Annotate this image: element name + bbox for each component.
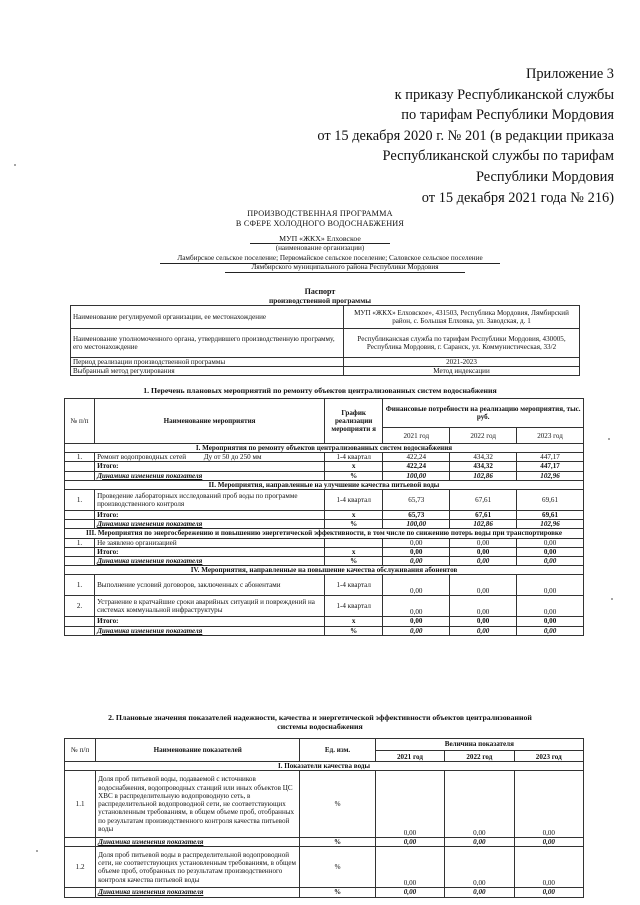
- total-row: [65, 617, 584, 626]
- dynamics-row: [65, 520, 584, 529]
- cell-2023: 0,00: [517, 547, 584, 556]
- appendix-line: к приказу Республиканской службы: [394, 86, 614, 103]
- cell-num: 1.: [65, 538, 95, 547]
- cell-2021: 65,73: [383, 490, 450, 511]
- passport-label: Выбранный метод регулирования: [71, 367, 344, 376]
- col-header-2023: 2023 год: [514, 750, 583, 762]
- cell-2023: 102,96: [517, 520, 584, 529]
- table-row: [71, 329, 580, 358]
- passport-label: Наименование уполномоченного органа, утвердившего производственную программу, его местонахождение: [71, 329, 344, 358]
- cell-name: Доля проб питьевой воды, подаваемой с источников водоснабжения, водопроводных станций или иных объектов ЦС ХВС в распределительную водопроводную сеть, в распределительной водопроводной сети, не соответствующих установленным требованиям, в общем объеме проб, отобранных по результатам производственного контроля качества питьевой воды: [96, 771, 300, 838]
- cell-2021: 100,00: [383, 471, 450, 480]
- dynamics-row: [65, 626, 584, 635]
- cell-2022: 102,86: [450, 520, 517, 529]
- cell-2021: 0,00: [383, 617, 450, 626]
- appendix-line: от 15 декабря 2020 г. № 201 (в редакции приказа: [317, 127, 614, 144]
- cell-unit: %: [325, 520, 383, 529]
- cell-schedule: 1-4 квартал: [325, 575, 383, 596]
- cell-schedule: 1-4 квартал: [325, 453, 383, 462]
- total-row: [65, 547, 584, 556]
- cell-2023: 0,00: [514, 847, 583, 888]
- cell-2023: 0,00: [514, 838, 583, 847]
- cell-name: Ремонт водопроводных сетей Ду от 50 до 250 мм: [95, 453, 325, 462]
- table-row: [65, 847, 584, 888]
- passport-value: 2021-2023: [344, 358, 580, 367]
- col-header-finance: Финансовые потребности на реализацию мероприятия, тыс. руб.: [383, 399, 584, 428]
- cell-num: 1.1: [65, 771, 96, 838]
- dynamics-row: [65, 888, 584, 897]
- total-row: [65, 462, 584, 471]
- cell-num: [65, 520, 95, 529]
- cell-2021: 422,24: [383, 462, 450, 471]
- cell-2022: 0,00: [450, 575, 517, 596]
- program-title-line: ПРОИЗВОДСТВЕННАЯ ПРОГРАММА: [247, 209, 393, 218]
- group-title: I. Мероприятия по ремонту объектов централизованных систем водоснабжения: [65, 444, 584, 453]
- cell-schedule: [325, 538, 383, 547]
- passport-value: Республиканская служба по тарифам Республики Мордовия, 430005, Республика Мордовия, г. Саранск, ул. Коммунистическая, 33/2: [344, 329, 580, 358]
- cell-2022: 434,32: [450, 462, 517, 471]
- group-row: [65, 566, 584, 575]
- total-label: Итого:: [95, 462, 325, 471]
- scan-speck: [608, 438, 610, 440]
- appendix-header: [254, 64, 614, 208]
- group-title: II. Мероприятия, направленные на улучшение качества питьевой воды: [65, 480, 584, 489]
- table-row: [65, 575, 584, 596]
- dynamics-label: Динамика изменения показателя: [95, 557, 325, 566]
- total-label: Итого:: [95, 511, 325, 520]
- section2-title-line: 2. Плановые значения показателей надежности, качества и энергетической эффективности объектов централизованной: [108, 713, 532, 722]
- table-row: [71, 358, 580, 367]
- table-row: [65, 538, 584, 547]
- dynamics-label: Динамика изменения показателя: [96, 838, 300, 847]
- cell-2023: 69,61: [517, 490, 584, 511]
- cell-2023: 0,00: [517, 596, 584, 617]
- appendix-line: от 15 декабря 2021 года № 216): [421, 189, 614, 206]
- cell-2022: 0,00: [445, 847, 514, 888]
- table-header-row: [65, 739, 584, 751]
- appendix-line: Республики Мордовия: [475, 168, 614, 185]
- dynamics-row: [65, 838, 584, 847]
- cell-name: Доля проб питьевой воды в распределительной водопроводной сети, не соответствующих установленным требованиям, в общем объеме проб, отобранных по результатам производственного контроля качества питьевой воды: [96, 847, 300, 888]
- dynamics-label: Динамика изменения показателя: [95, 471, 325, 480]
- section2-title-line: системы водоснабжения: [277, 722, 363, 731]
- cell-num: 1.: [65, 453, 95, 462]
- cell-2023: 102,96: [517, 471, 584, 480]
- cell-2021: 0,00: [375, 771, 444, 838]
- cell-unit: х: [325, 547, 383, 556]
- passport-label: Период реализации производственной программы: [71, 358, 344, 367]
- program-title: [0, 209, 640, 228]
- col-header-name: Наименование показателей: [96, 739, 300, 762]
- cell-num: [65, 511, 95, 520]
- cell-num: [65, 626, 95, 635]
- table-row: [71, 367, 580, 376]
- cell-2022: 102,86: [450, 471, 517, 480]
- cell-2023: 0,00: [517, 575, 584, 596]
- group-title: III. Мероприятия по энергосбережению и повышению энергетической эффективности, в том числе по снижению потерь воды при транспортировке: [65, 529, 584, 538]
- cell-schedule: 1-4 квартал: [325, 596, 383, 617]
- cell-num: [65, 471, 95, 480]
- cell-num: 1.: [65, 575, 95, 596]
- cell-unit: х: [325, 511, 383, 520]
- cell-num: [65, 617, 95, 626]
- cell-2021: 0,00: [383, 596, 450, 617]
- cell-name: Устранение в кратчайшие сроки аварийных ситуаций и повреждений на системах коммунальной инфраструктуры: [95, 596, 325, 617]
- table-row: [65, 596, 584, 617]
- dynamics-label: Динамика изменения показателя: [96, 888, 300, 897]
- group-title: IV. Мероприятия, направленные на повышение качества обслуживания абонентов: [65, 566, 584, 575]
- group-row: [65, 762, 584, 771]
- cell-name: Не заявлено организацией: [95, 538, 325, 547]
- cell-2021: 0,00: [383, 538, 450, 547]
- cell-num: [65, 547, 95, 556]
- cell-num: [65, 557, 95, 566]
- cell-2022: 0,00: [445, 888, 514, 897]
- cell-2022: 0,00: [450, 538, 517, 547]
- col-header-2021: 2021 год: [383, 428, 450, 444]
- passport-table: [70, 305, 580, 376]
- cell-2022: 0,00: [450, 617, 517, 626]
- dynamics-label: Динамика изменения показателя: [95, 626, 325, 635]
- total-label: Итого:: [95, 617, 325, 626]
- scan-speck: [14, 164, 16, 166]
- passport-label: Наименование регулируемой организации, ее местонахождение: [71, 306, 344, 329]
- group-row: [65, 480, 584, 489]
- cell-num: 1.2: [65, 847, 96, 888]
- dynamics-row: [65, 557, 584, 566]
- table-row: [65, 771, 584, 838]
- table-row: [71, 306, 580, 329]
- col-header-num: № п/п: [65, 739, 96, 762]
- cell-2021: 65,73: [383, 511, 450, 520]
- cell-2021: 422,24: [383, 453, 450, 462]
- cell-2023: 0,00: [517, 626, 584, 635]
- cell-2021: 0,00: [383, 547, 450, 556]
- cell-num: [65, 838, 96, 847]
- cell-2023: 447,17: [517, 453, 584, 462]
- cell-2022: 0,00: [450, 557, 517, 566]
- cell-2021: 0,00: [375, 847, 444, 888]
- appendix-line: Республиканской службы по тарифам: [382, 148, 614, 165]
- cell-2022: 0,00: [450, 626, 517, 635]
- cell-unit: %: [300, 888, 375, 897]
- cell-2023: 0,00: [514, 771, 583, 838]
- cell-unit: х: [325, 462, 383, 471]
- cell-2023: 0,00: [517, 557, 584, 566]
- group-row: [65, 529, 584, 538]
- total-row: [65, 511, 584, 520]
- table-header-row: [65, 399, 584, 428]
- indicators-table: [64, 738, 584, 898]
- cell-num: [65, 888, 96, 897]
- passport-value: Метод индексации: [344, 367, 580, 376]
- cell-2021: 100,00: [383, 520, 450, 529]
- appendix-line: Приложение 3: [525, 66, 614, 82]
- cell-unit: %: [300, 838, 375, 847]
- cell-2023: 0,00: [517, 617, 584, 626]
- cell-2021: 0,00: [383, 557, 450, 566]
- section2-title: [0, 713, 640, 731]
- measures-table: [64, 398, 584, 636]
- cell-num: 2.: [65, 596, 95, 617]
- scan-speck: [611, 598, 613, 600]
- cell-unit: %: [325, 557, 383, 566]
- cell-2023: 0,00: [517, 538, 584, 547]
- cell-2023: 69,61: [517, 511, 584, 520]
- group-row: [65, 444, 584, 453]
- cell-unit: %: [300, 771, 375, 838]
- cell-2022: 0,00: [450, 547, 517, 556]
- col-header-num: № п/п: [65, 399, 95, 444]
- table-row: [65, 453, 584, 462]
- section1-title: 1. Перечень плановых мероприятий по ремонту объектов централизованных систем водоснабжения: [143, 386, 497, 395]
- passport-title: Паспорт: [304, 287, 336, 296]
- group-title: I. Показатели качества воды: [65, 762, 584, 771]
- cell-name: Проведение лабораторных исследований проб воды по программе производственного контроля: [95, 490, 325, 511]
- cell-2023: 447,17: [517, 462, 584, 471]
- cell-unit: х: [325, 617, 383, 626]
- cell-2022: 67,61: [450, 490, 517, 511]
- cell-num: 1.: [65, 490, 95, 511]
- appendix-line: по тарифам Республики Мордовия: [401, 107, 614, 124]
- cell-2021: 0,00: [375, 838, 444, 847]
- table-row: [65, 490, 584, 511]
- cell-unit: %: [325, 471, 383, 480]
- cell-2022: 0,00: [445, 771, 514, 838]
- cell-2023: 0,00: [514, 888, 583, 897]
- cell-2021: 0,00: [383, 626, 450, 635]
- dynamics-label: Динамика изменения показателя: [95, 520, 325, 529]
- cell-2021: 0,00: [375, 888, 444, 897]
- organization-caption: (наименование организации): [275, 244, 365, 252]
- col-header-2023: 2023 год: [517, 428, 584, 444]
- cell-2022: 434,32: [450, 453, 517, 462]
- col-header-unit: Ед. изм.: [300, 739, 375, 762]
- col-header-2021: 2021 год: [375, 750, 444, 762]
- cell-name: Выполнение условий договоров, заключенных с абонентами: [95, 575, 325, 596]
- cell-2022: 0,00: [445, 838, 514, 847]
- col-header-2022: 2022 год: [450, 428, 517, 444]
- col-header-2022: 2022 год: [445, 750, 514, 762]
- passport-value: МУП «ЖКХ» Елховское», 431503, Республика Мордовия, Лямбирский район, с. Большая Елховка, ул. Заводская, д. 1: [344, 306, 580, 329]
- cell-2021: 0,00: [383, 575, 450, 596]
- cell-unit: %: [325, 626, 383, 635]
- cell-2022: 67,61: [450, 511, 517, 520]
- cell-schedule: 1-4 квартал: [325, 490, 383, 511]
- program-title-line: В СФЕРЕ ХОЛОДНОГО ВОДОСНАБЖЕНИЯ: [235, 218, 405, 228]
- total-label: Итого:: [95, 547, 325, 556]
- col-header-value: Величина показателя: [375, 739, 583, 751]
- col-header-schedule: График реализации мероприяти я: [325, 399, 383, 444]
- cell-2022: 0,00: [450, 596, 517, 617]
- passport-subtitle: производственной программы: [268, 296, 372, 305]
- dynamics-row: [65, 471, 584, 480]
- service-area-line: Ламбирское сельское поселение; Первомайское сельское поселение; Саловское сельское поселение: [160, 254, 500, 264]
- service-area-line: Лямбирского муниципального района Республики Мордовия: [225, 263, 465, 273]
- scan-speck: [36, 850, 38, 852]
- col-header-name: Наименование мероприятия: [95, 399, 325, 444]
- organization-name: МУП «ЖКХ» Елховское: [250, 234, 390, 244]
- cell-num: [65, 462, 95, 471]
- cell-unit: %: [300, 847, 375, 888]
